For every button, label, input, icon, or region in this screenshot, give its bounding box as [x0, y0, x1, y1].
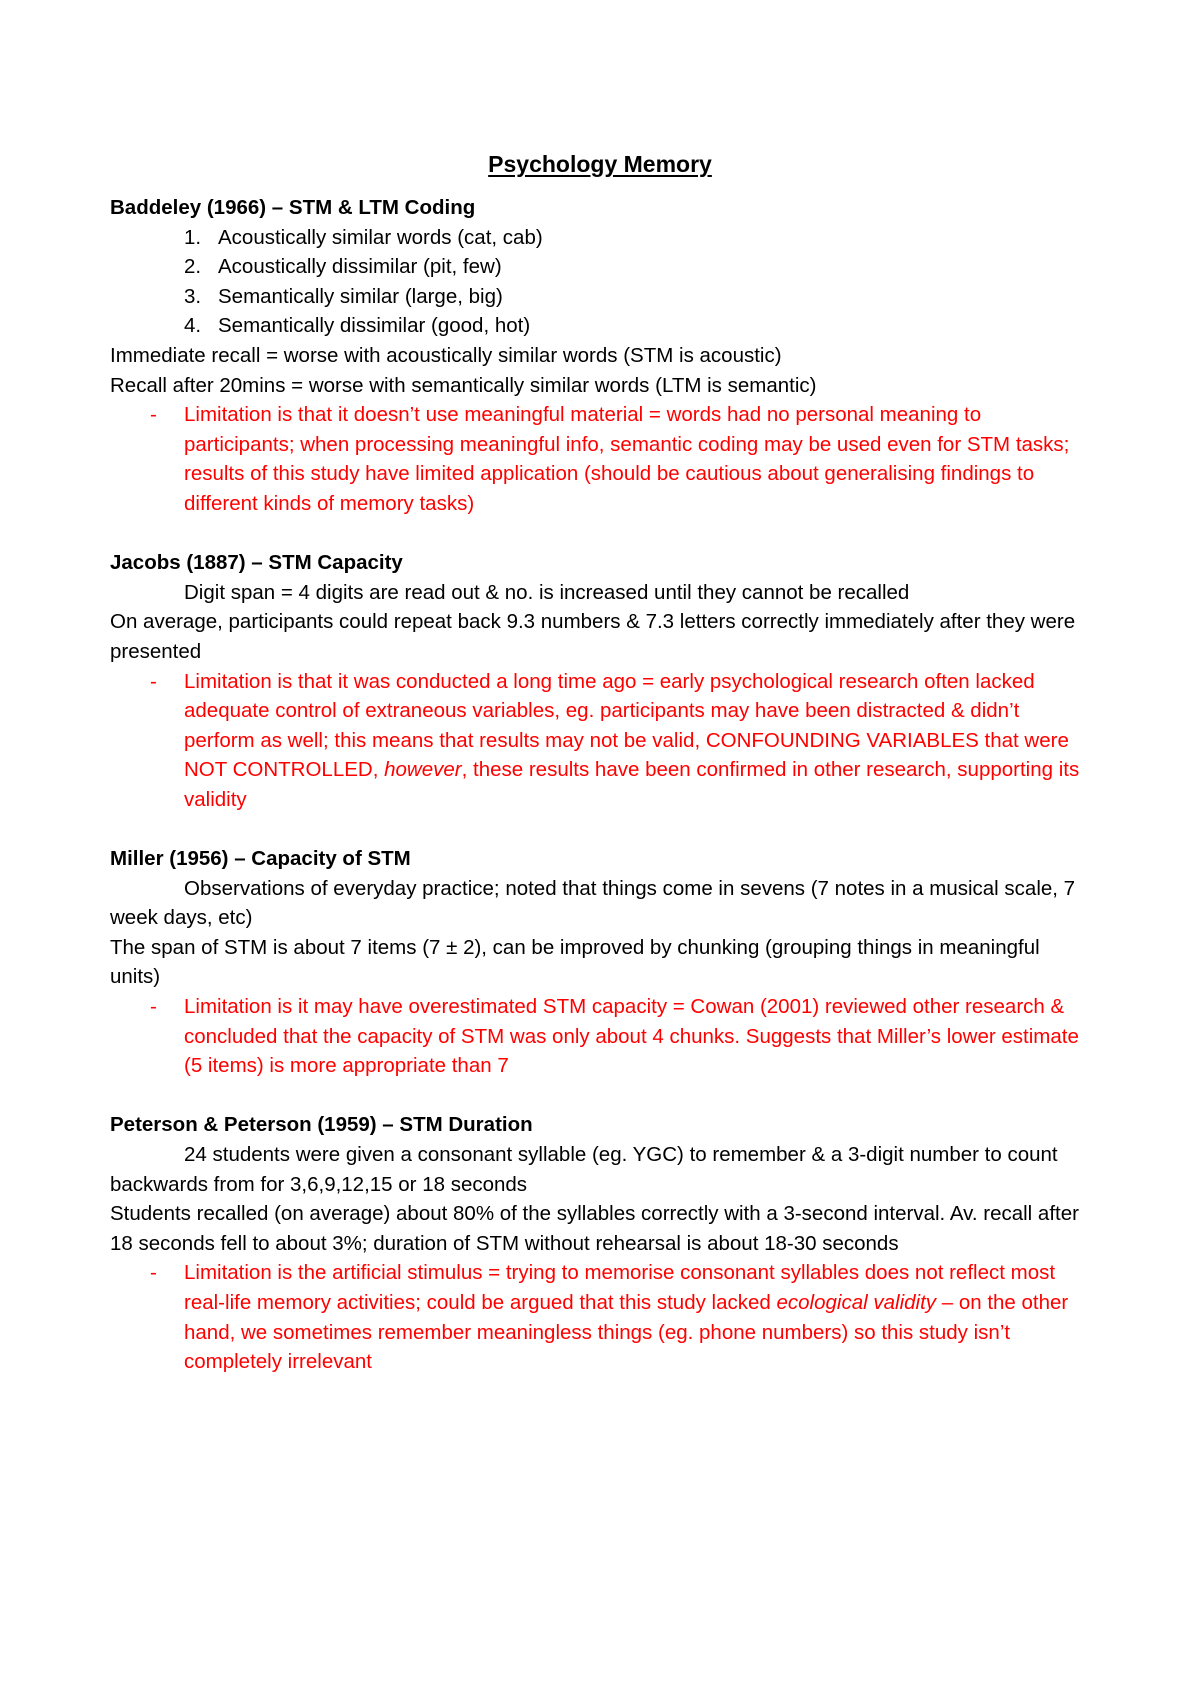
document-content — [110, 149, 1090, 1377]
limitation-text: Limitation is that it doesn’t use meaningful material = words had no personal meaning to participants; when processing meaningful info, semantic coding may be used even for STM tasks; results of this study have limited application (should be cautious about generalising findings to different kinds of memory tasks) — [184, 403, 1070, 515]
bullet-dash: - — [150, 669, 157, 693]
section-jacobs — [110, 548, 1090, 814]
section-heading: Baddeley (1966) – STM & LTM Coding — [110, 196, 476, 219]
list-item: 1. Acoustically similar words (cat, cab) — [184, 225, 543, 249]
bullet-dash: - — [150, 403, 157, 427]
limitation-bullet — [110, 400, 1090, 518]
limitation-text: Limitation is the artificial stimulus = trying to memorise consonant syllables does not reflect most real-life memory activities; could be argued that this study lacked ecological validity – on the other hand, we sometimes remember meaningless things (eg. phone numbers) so this study isn’t completely irrelevant — [184, 1261, 1069, 1374]
body-text: Students recalled (on average) about 80% of the syllables correctly with a 3-second interval. Av. recall after 18 seconds fell to about 3%; duration of STM without rehearsal is about 18-30 seconds — [110, 1202, 1079, 1255]
bullet-dash: - — [150, 995, 157, 1019]
limitation-bullet — [110, 667, 1090, 815]
indented-text: Observations of everyday practice; noted that things come in sevens (7 notes in a musical scale, 7 week days, etc) — [110, 876, 1076, 930]
limitation-bullet — [110, 1258, 1090, 1376]
bullet-dash: - — [150, 1261, 157, 1285]
body-text: The span of STM is about 7 items (7 ± 2), can be improved by chunking (grouping things in meaningful units) — [110, 935, 1040, 989]
limitation-text: Limitation is that it was conducted a long time ago = early psychological research often lacked adequate control of extraneous variables, eg. participants may have been distracted & didn’t perform as well; this means that results may not be valid, CONFOUNDING VARIABLES that were NOT CONTROLLED, however, these results have been confirmed in other research, supporting its validity — [184, 669, 1080, 811]
page-title: Psychology Memory — [488, 151, 712, 177]
list-item: 3. Semantically similar (large, big) — [184, 284, 503, 308]
body-text: On average, participants could repeat back 9.3 numbers & 7.3 letters correctly immediately after they were presented — [110, 610, 1076, 663]
list-item: 4. Semantically dissimilar (good, hot) — [184, 314, 531, 338]
body-text: Immediate recall = worse with acoustically similar words (STM is acoustic) — [110, 343, 782, 367]
body-text: Recall after 20mins = worse with semantically similar words (LTM is semantic) — [110, 373, 817, 397]
limitation-bullet — [110, 992, 1090, 1081]
condition-list — [110, 223, 1090, 341]
section-heading: Miller (1956) – Capacity of STM — [110, 847, 411, 871]
limitation-text: Limitation is it may have overestimated STM capacity = Cowan (2001) reviewed other research & concluded that the capacity of STM was only about 4 chunks. Suggests that Miller’s lower estimate (5 items) is more appropriate than 7 — [184, 995, 1079, 1078]
section-heading: Peterson & Peterson (1959) – STM Duration — [110, 1113, 533, 1137]
list-item: 2. Acoustically dissimilar (pit, few) — [184, 255, 502, 279]
indented-text: Digit span = 4 digits are read out & no. is increased until they cannot be recalled — [184, 580, 910, 604]
section-miller — [110, 844, 1090, 1081]
section-baddeley — [110, 193, 1090, 519]
indented-text: 24 students were given a consonant syllable (eg. YGC) to remember & a 3-digit number to count backwards from for 3,6,9,12,15 or 18 seconds — [110, 1143, 1058, 1196]
section-peterson — [110, 1110, 1090, 1376]
section-heading: Jacobs (1887) – STM Capacity — [110, 551, 403, 575]
